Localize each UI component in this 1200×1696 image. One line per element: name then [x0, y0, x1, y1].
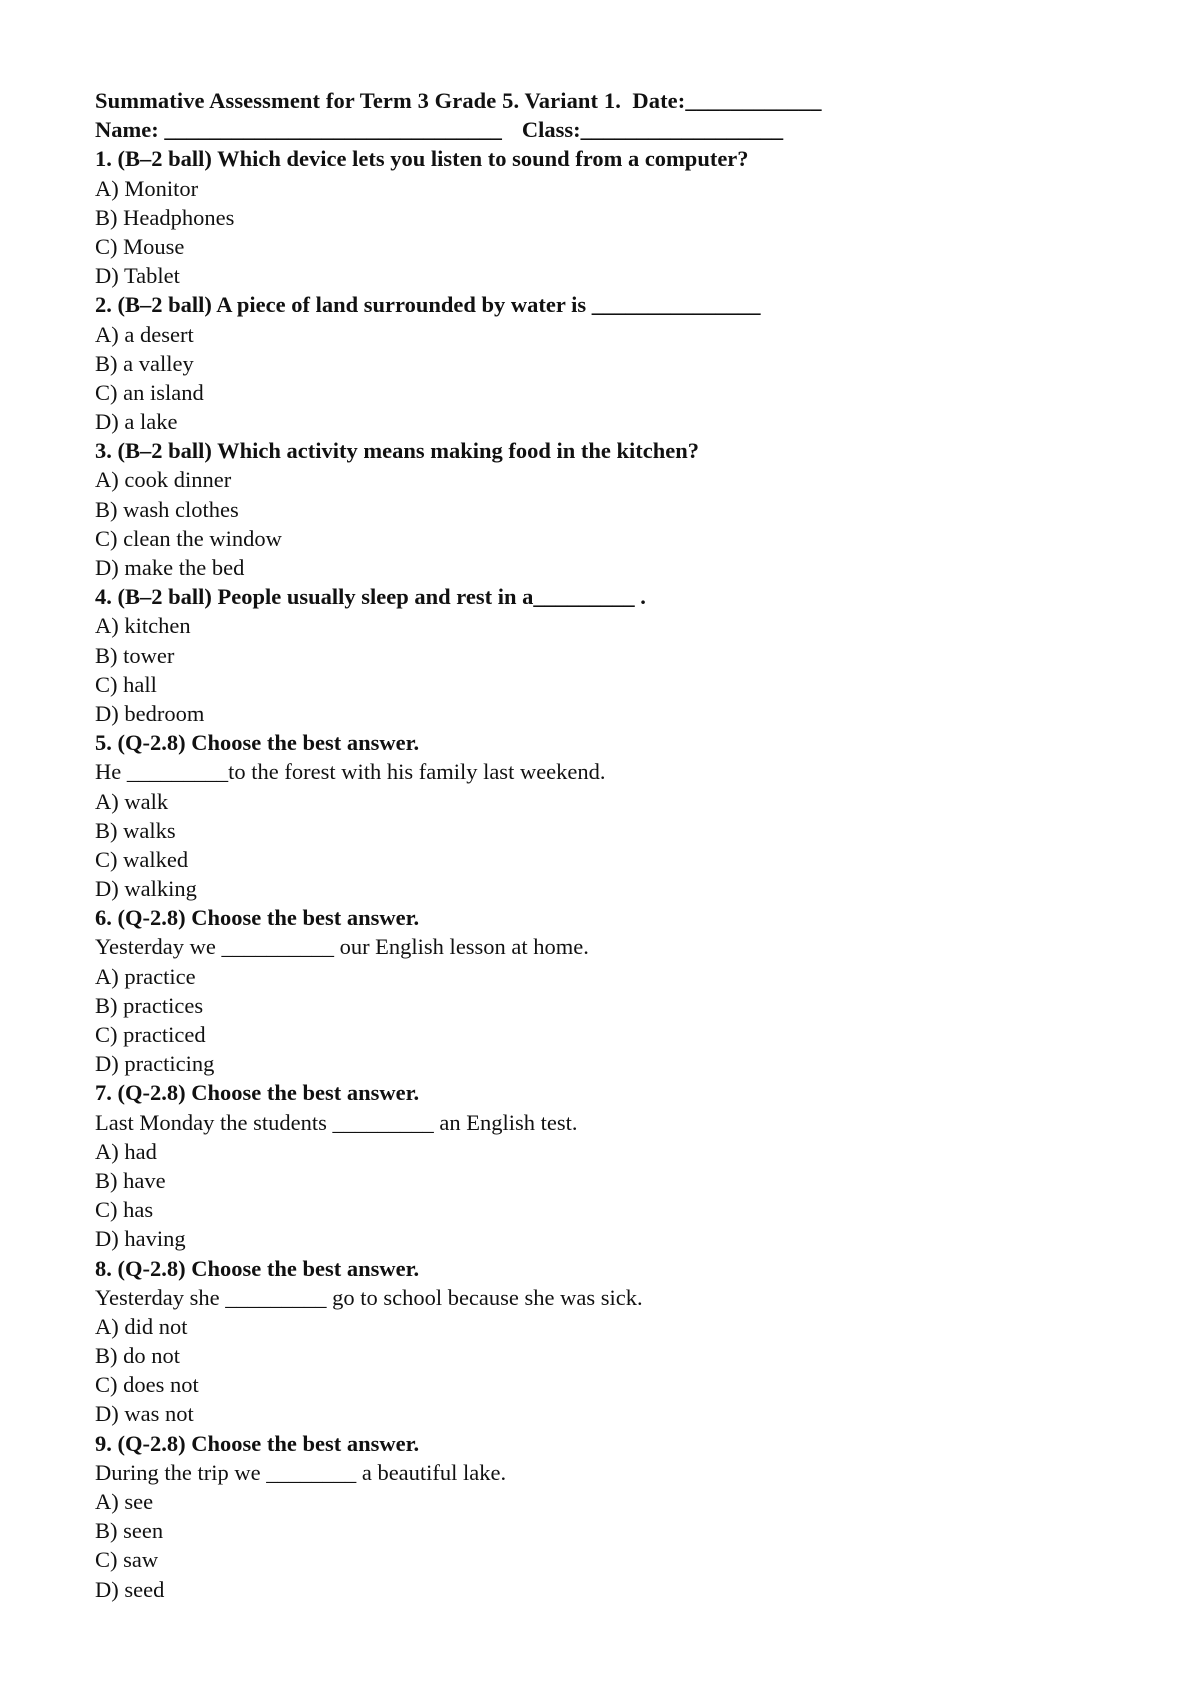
- answer-option: A) had: [95, 1138, 157, 1164]
- answer-option: D) walking: [95, 876, 197, 902]
- question-heading: 7. (Q-2.8) Choose the best answer.: [95, 1080, 420, 1106]
- answer-option: A) kitchen: [95, 613, 191, 639]
- question-heading: 2. (B–2 ball) A piece of land surrounded by water is _______________: [95, 292, 761, 318]
- question-block: [95, 436, 1115, 582]
- question-block: [95, 1254, 1115, 1429]
- question-heading: 8. (Q-2.8) Choose the best answer.: [95, 1255, 420, 1281]
- answer-option: C) has: [95, 1197, 154, 1223]
- name-field: Name: ______________________________: [95, 117, 502, 143]
- question-block: [95, 144, 1115, 290]
- question-block: [95, 290, 1115, 436]
- question-stem: During the trip we ________ a beautiful lake.: [95, 1459, 507, 1485]
- answer-option: C) does not: [95, 1372, 199, 1398]
- answer-option: A) did not: [95, 1313, 188, 1339]
- answer-option: C) hall: [95, 671, 157, 697]
- field-gap: [502, 115, 522, 144]
- answer-option: D) seed: [95, 1576, 165, 1602]
- answer-option: B) walks: [95, 817, 176, 843]
- answer-option: D) a lake: [95, 409, 178, 435]
- question-stem: Yesterday she _________ go to school because she was sick.: [95, 1284, 643, 1310]
- question-stem: Yesterday we __________ our English lesson at home.: [95, 934, 589, 960]
- answer-option: C) Mouse: [95, 233, 185, 259]
- question-block: [95, 903, 1115, 1078]
- answer-option: C) saw: [95, 1547, 159, 1573]
- answer-option: D) Tablet: [95, 263, 180, 289]
- question-heading: 3. (B–2 ball) Which activity means making food in the kitchen?: [95, 438, 700, 464]
- answer-option: A) walk: [95, 788, 169, 814]
- question-heading: 9. (Q-2.8) Choose the best answer.: [95, 1430, 420, 1456]
- answer-option: B) seen: [95, 1518, 164, 1544]
- answer-option: A) cook dinner: [95, 467, 232, 493]
- answer-option: D) practicing: [95, 1051, 215, 1077]
- question-heading: 1. (B–2 ball) Which device lets you listen to sound from a computer?: [95, 146, 749, 172]
- answer-option: C) walked: [95, 846, 189, 872]
- question-heading: 4. (B–2 ball) People usually sleep and rest in a_________ .: [95, 584, 646, 610]
- question-block: [95, 1078, 1115, 1253]
- answer-option: A) a desert: [95, 321, 194, 347]
- class-field: Class:__________________: [521, 117, 784, 143]
- question-list: [95, 144, 1115, 1603]
- answer-option: D) was not: [95, 1401, 194, 1427]
- question-block: [95, 728, 1115, 903]
- answer-option: D) having: [95, 1226, 186, 1252]
- question-stem: Last Monday the students _________ an English test.: [95, 1109, 578, 1135]
- answer-option: B) tower: [95, 642, 175, 668]
- question-heading: 6. (Q-2.8) Choose the best answer.: [95, 905, 420, 931]
- answer-option: D) bedroom: [95, 700, 205, 726]
- answer-option: B) a valley: [95, 350, 194, 376]
- answer-option: A) Monitor: [95, 175, 199, 201]
- answer-option: B) have: [95, 1167, 166, 1193]
- answer-option: C) an island: [95, 379, 204, 405]
- answer-option: B) wash clothes: [95, 496, 239, 522]
- question-heading: 5. (Q-2.8) Choose the best answer.: [95, 730, 420, 756]
- answer-option: C) practiced: [95, 1022, 206, 1047]
- question-block: [95, 1429, 1115, 1604]
- answer-option: B) Headphones: [95, 204, 235, 230]
- answer-option: C) clean the window: [95, 525, 282, 551]
- answer-option: D) make the bed: [95, 555, 245, 580]
- worksheet-page: [95, 86, 1115, 1604]
- question-stem: He _________to the forest with his family last weekend.: [95, 759, 606, 785]
- answer-option: A) practice: [95, 963, 196, 989]
- answer-option: B) do not: [95, 1343, 181, 1369]
- answer-option: A) see: [95, 1489, 154, 1514]
- question-block: [95, 582, 1115, 728]
- answer-option: B) practices: [95, 992, 204, 1018]
- name-class-line: [95, 115, 1115, 144]
- worksheet-title: Summative Assessment for Term 3 Grade 5. Variant 1. Date:____________: [95, 88, 822, 113]
